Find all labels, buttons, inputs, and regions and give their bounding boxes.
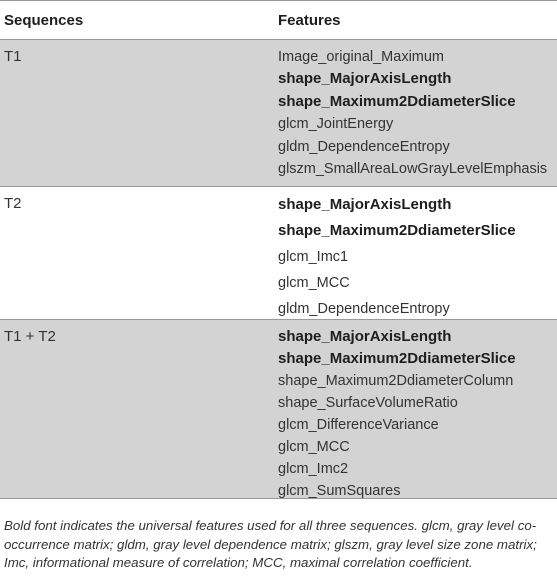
universal-feature-item: shape_Maximum2DdiameterSlice [278,92,516,110]
feature-item: glcm_MCC [278,439,350,455]
features-cell [278,192,557,322]
table-row-group [0,320,557,499]
feature-item: glcm_SumSquares [278,483,401,499]
feature-item: shape_Maximum2DdiameterColumn [278,373,514,389]
universal-feature-item: shape_MajorAxisLength [278,70,452,88]
feature-item: glcm_DifferenceVariance [278,417,439,433]
sequence-cell: T1 [4,48,22,65]
header-sequences: Sequences [4,12,84,29]
universal-feature-item: shape_MajorAxisLength [278,196,452,213]
universal-feature-item: shape_MajorAxisLength [278,328,452,345]
feature-item: glcm_Imc1 [278,249,349,265]
feature-item: gldm_DependenceEntropy [278,138,450,155]
features-cell [278,326,557,502]
sequence-cell: T2 [4,195,22,212]
table-row-group [0,187,557,320]
feature-item: glcm_JointEnergy [278,116,394,133]
table-row-group [0,40,557,187]
feature-item: shape_SurfaceVolumeRatio [278,395,458,411]
feature-item: glcm_Imc2 [278,461,349,477]
feature-item: Image_original_Maximum [278,49,445,65]
feature-item: glcm_MCC [278,275,350,291]
header-features: Features [278,12,341,29]
features-cell [278,46,557,180]
table-caption: Bold font indicates the universal features used for all three sequences. glcm, gray level co-occurrence matrix; gldm, gray level dependence matrix; glszm, gray level size zone matrix; Imc, informational measure of correlation; MCC, maximal correlation coefficient. [4,518,537,570]
universal-feature-item: shape_Maximum2DdiameterSlice [278,222,516,239]
sequence-cell: T1 + T2 [4,328,56,345]
table-header-row [0,0,557,40]
feature-item: gldm_DependenceEntropy [278,301,450,317]
table-body [0,40,557,499]
universal-feature-item: shape_Maximum2DdiameterSlice [278,350,516,367]
feature-item: glszm_SmallAreaLowGrayLevelEmphasis [278,160,548,177]
